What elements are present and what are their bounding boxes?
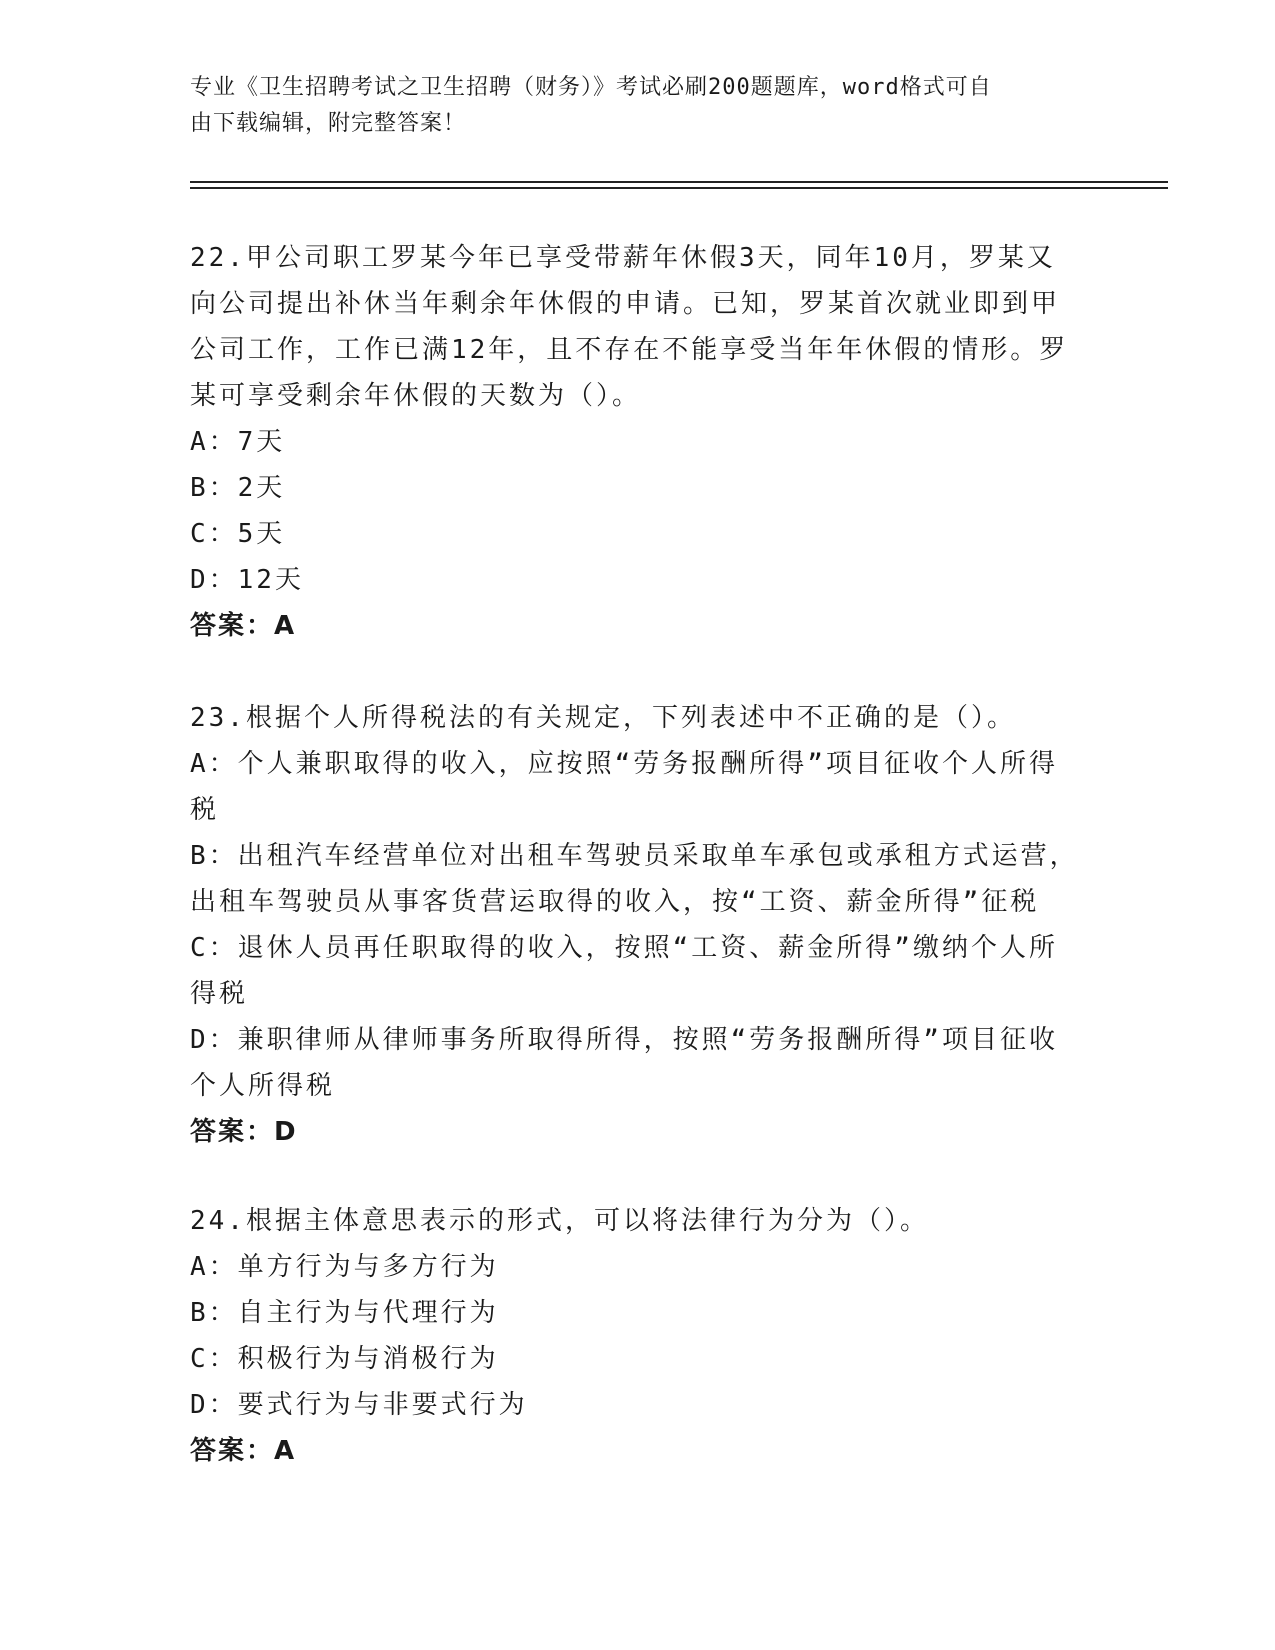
option-line: A：个人兼职取得的收入，应按照“劳务报酬所得”项目征收个人所得 — [190, 749, 1058, 779]
option-line: D：兼职律师从律师事务所取得所得，按照“劳务报酬所得”项目征收 — [190, 1025, 1058, 1055]
option-line: 税 — [190, 795, 220, 825]
question-stem-line: 24.根据主体意思表示的形式，可以将法律行为分为（）。 — [190, 1206, 929, 1236]
question-24 — [190, 1198, 1090, 1474]
document-header — [190, 70, 1090, 142]
option-line: 个人所得税 — [190, 1071, 336, 1101]
option-d: D：12天 — [190, 565, 304, 595]
option-line: B：出租汽车经营单位对出租车驾驶员采取单车承包或承租方式运营， — [190, 841, 1079, 871]
question-stem-line: 22.甲公司职工罗某今年已享受带薪年休假3天，同年10月，罗某又 — [190, 243, 1056, 273]
option-b: B：自主行为与代理行为 — [190, 1298, 499, 1328]
answer-line: 答案：D — [190, 1117, 298, 1147]
header-divider — [190, 187, 1168, 189]
option-line: 出租车驾驶员从事客货营运取得的收入，按“工资、薪金所得”征税 — [190, 887, 1040, 917]
option-b: B：2天 — [190, 473, 286, 503]
option-a: A：单方行为与多方行为 — [190, 1252, 499, 1282]
question-22 — [190, 235, 1090, 649]
header-divider — [190, 181, 1168, 183]
header-line: 专业《卫生招聘考试之卫生招聘（财务）》考试必刷200题题库，word格式可自 — [190, 75, 992, 100]
question-stem-line: 某可享受剩余年休假的天数为（）。 — [190, 381, 642, 411]
answer-line: 答案：A — [190, 611, 297, 641]
option-a: A：7天 — [190, 427, 286, 457]
question-stem-line: 向公司提出补休当年剩余年休假的申请。已知，罗某首次就业即到甲 — [190, 289, 1061, 319]
header-line: 由下载编辑，附完整答案！ — [190, 111, 467, 136]
question-stem-line: 公司工作，工作已满12年，且不存在不能享受当年年休假的情形。罗 — [190, 335, 1069, 365]
option-c: C：5天 — [190, 519, 286, 549]
question-stem-line: 23.根据个人所得税法的有关规定，下列表述中不正确的是（）。 — [190, 703, 1016, 733]
option-d: D：要式行为与非要式行为 — [190, 1390, 528, 1420]
answer-line: 答案：A — [190, 1436, 297, 1466]
question-23 — [190, 695, 1090, 1155]
option-line: C：退休人员再任职取得的收入，按照“工资、薪金所得”缴纳个人所 — [190, 933, 1058, 963]
option-line: 得税 — [190, 979, 249, 1009]
option-c: C：积极行为与消极行为 — [190, 1344, 499, 1374]
